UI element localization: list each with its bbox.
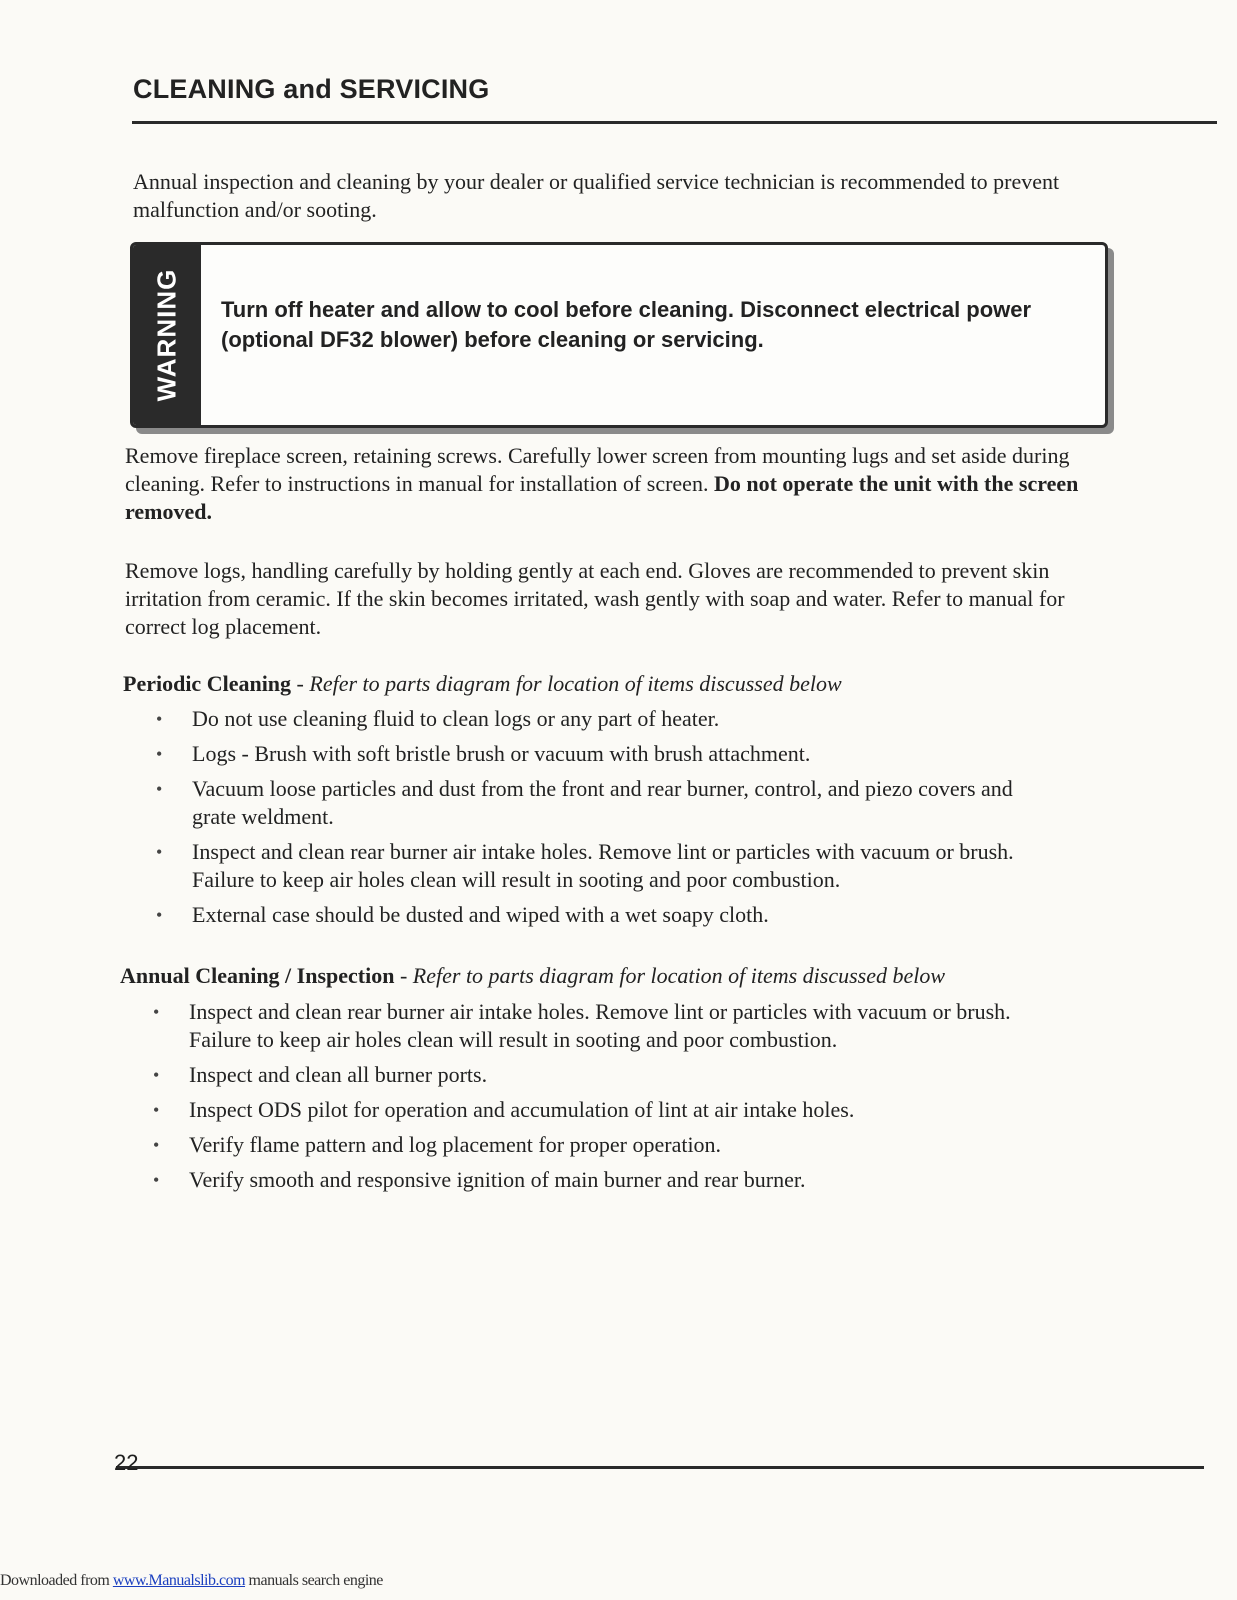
bullet: •: [156, 779, 163, 799]
annual-list: [153, 998, 1053, 1201]
list-item-text: Logs - Brush with soft bristle brush or vacuum with brush attachment.: [192, 741, 811, 766]
list-item: [153, 1131, 1053, 1159]
annual-note: Refer to parts diagram for location of items discussed below: [412, 963, 946, 988]
list-item-text: Vacuum loose particles and dust from the front and rear burner, control, and piezo covers and grate weldment.: [192, 776, 1013, 829]
list-item: [153, 1096, 1053, 1124]
warning-tab: [133, 245, 201, 425]
warning-box: [130, 242, 1108, 428]
list-item-text: Inspect ODS pilot for operation and accumulation of lint at air intake holes.: [189, 1097, 855, 1122]
bullet: •: [156, 842, 163, 862]
bullet: •: [156, 709, 163, 729]
bullet: •: [153, 1170, 160, 1190]
bullet: •: [153, 1135, 160, 1155]
annual-separator: -: [394, 963, 413, 988]
list-item: [156, 740, 1056, 768]
manualslib-link[interactable]: www.Manualslib.com: [112, 1572, 246, 1589]
header-rule: [132, 121, 1217, 124]
list-item-text: Inspect and clean rear burner air intake holes. Remove lint or particles with vacuum or brush. Failure to keep air holes clean will result in sooting and poor combustion.: [189, 999, 1011, 1052]
download-footer: [0, 1572, 383, 1590]
page-number: 22: [114, 1450, 139, 1475]
list-item-text: Verify smooth and responsive ignition of main burner and rear burner.: [189, 1167, 806, 1192]
footer-suffix: manuals search engine: [245, 1572, 383, 1589]
bullet: •: [153, 1065, 160, 1085]
list-item: [156, 838, 1056, 894]
logs-paragraph: Remove logs, handling carefully by holding gently at each end. Gloves are recommended to prevent skin irritation from ceramic. If the skin becomes irritated, wash gently with soap and water. Refer to manual for correct log placement.: [125, 558, 1065, 639]
footer-rule: [116, 1466, 1204, 1469]
list-item: [156, 901, 1056, 929]
page-title: CLEANING and SERVICING: [133, 74, 490, 104]
list-item-text: External case should be dusted and wiped with a wet soapy cloth.: [192, 902, 769, 927]
intro-paragraph: Annual inspection and cleaning by your dealer or qualified service technician is recommended to prevent malfunction and/or sooting.: [133, 169, 1060, 222]
warning-text: Turn off heater and allow to cool before cleaning. Disconnect electrical power (optional DF32 blower) before cleaning or servicing.: [221, 297, 1032, 352]
list-item: [156, 705, 1056, 733]
list-item: [156, 775, 1056, 831]
bullet: •: [153, 1100, 160, 1120]
periodic-separator: -: [291, 671, 310, 696]
warning-label: WARNING: [151, 268, 182, 402]
list-item: [153, 998, 1053, 1054]
periodic-note: Refer to parts diagram for location of items discussed below: [309, 671, 842, 696]
screen-paragraph: [125, 442, 1080, 526]
bullet: •: [153, 1002, 160, 1022]
list-item: [153, 1166, 1053, 1194]
annual-heading-line: [120, 962, 1120, 990]
periodic-heading: Periodic Cleaning: [123, 671, 292, 696]
periodic-heading-line: [123, 670, 1123, 698]
footer-prefix: Downloaded from: [0, 1572, 113, 1589]
annual-heading: Annual Cleaning / Inspection: [120, 963, 395, 988]
bullet: •: [156, 744, 163, 764]
list-item-text: Do not use cleaning fluid to clean logs or any part of heater.: [192, 706, 720, 731]
screen-paragraph-bold: Do not operate the unit with the screen removed.: [125, 471, 1079, 524]
list-item-text: Verify flame pattern and log placement for proper operation.: [189, 1132, 722, 1157]
periodic-list: [156, 705, 1056, 936]
bullet: •: [156, 905, 163, 925]
list-item: [153, 1061, 1053, 1089]
screen-paragraph-text: Remove fireplace screen, retaining screws. Carefully lower screen from mounting lugs and set aside during cleaning. Refer to instructions in manual for installation of screen.: [125, 443, 1070, 496]
list-item-text: Inspect and clean all burner ports.: [189, 1062, 488, 1087]
list-item-text: Inspect and clean rear burner air intake holes. Remove lint or particles with vacuum or brush. Failure to keep air holes clean will result in sooting and poor combustion.: [192, 839, 1014, 892]
